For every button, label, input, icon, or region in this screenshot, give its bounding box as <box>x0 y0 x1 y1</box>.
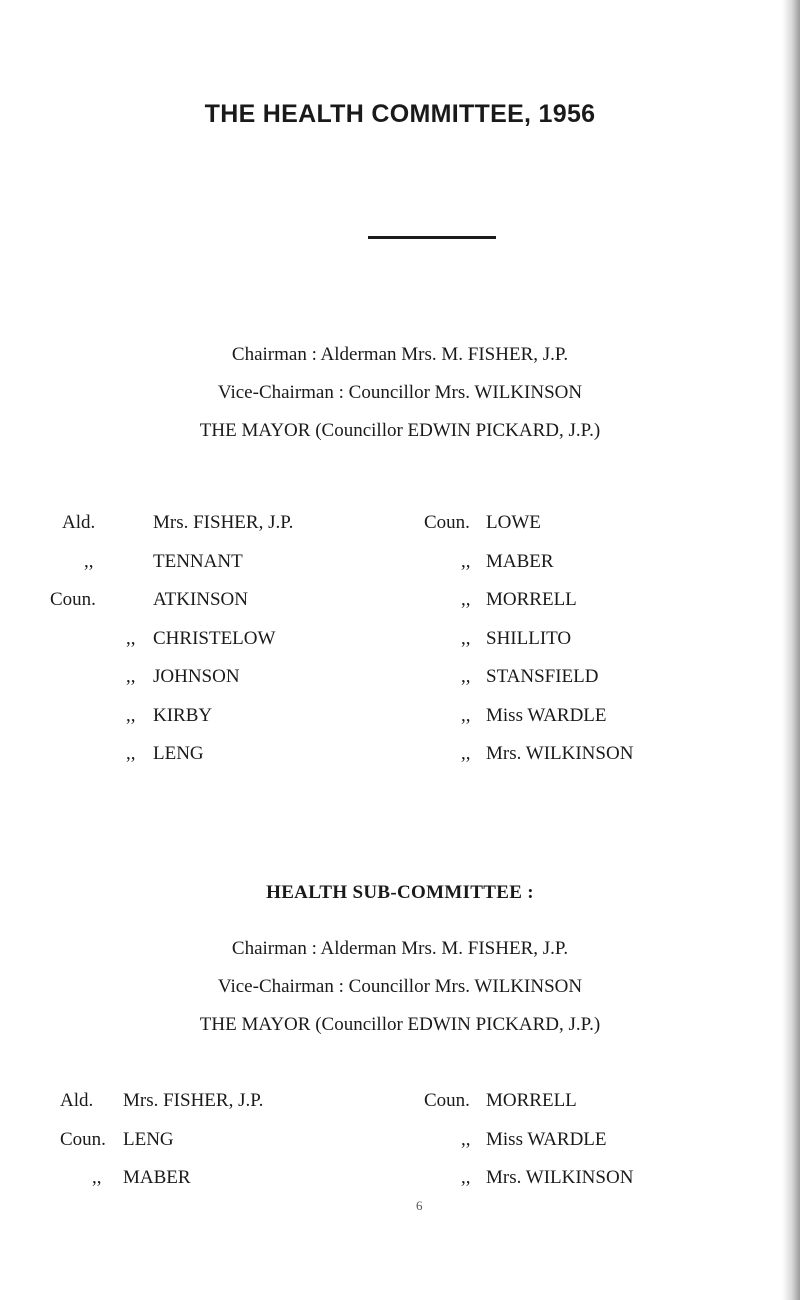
member-prefix-left: ,, <box>84 550 94 572</box>
member-name-left: KIRBY <box>153 704 213 726</box>
page-number: 6 <box>416 1198 423 1213</box>
member-row <box>0 512 800 551</box>
member-prefix-right: ,, <box>461 1128 471 1150</box>
member-prefix-left: ,, <box>126 627 136 649</box>
member-row <box>0 1090 800 1129</box>
subcommittee-mayor: THE MAYOR (Councillor EDWIN PICKARD, J.P.) <box>199 1014 601 1035</box>
member-name-left: Mrs. FISHER, J.P. <box>123 1090 264 1111</box>
subcommittee-title: HEALTH SUB-COMMITTEE : <box>266 882 534 903</box>
member-name-right: Mrs. WILKINSON <box>486 743 634 764</box>
member-name-right: Mrs. WILKINSON <box>486 1167 634 1188</box>
committee-chairman: Chairman : Alderman Mrs. M. FISHER, J.P. <box>231 344 569 365</box>
member-prefix-right: ,, <box>461 704 471 726</box>
member-row <box>0 743 800 782</box>
member-prefix-right: ,, <box>461 743 471 764</box>
member-row <box>0 551 800 590</box>
member-prefix-left: ,, <box>126 743 136 764</box>
member-prefix-right: ,, <box>461 666 471 687</box>
subcommittee-members <box>0 1090 800 1206</box>
member-prefix-left: Coun. <box>50 589 96 610</box>
member-name-right: MORRELL <box>486 1090 577 1111</box>
member-name-left: JOHNSON <box>153 666 240 687</box>
member-name-right: SHILLITO <box>486 627 572 649</box>
committee-vice-chairman: Vice-Chairman : Councillor Mrs. WILKINSON <box>217 382 583 403</box>
subcommittee-vice-chairman: Vice-Chairman : Councillor Mrs. WILKINSON <box>217 976 583 997</box>
member-prefix-right: ,, <box>461 1167 471 1188</box>
member-name-left: TENNANT <box>153 550 243 572</box>
member-row <box>0 628 800 667</box>
member-prefix-left: Ald. <box>60 1090 94 1111</box>
member-name-left: LENG <box>123 1128 174 1150</box>
member-row <box>0 666 800 705</box>
member-row <box>0 1167 800 1206</box>
member-row <box>0 1129 800 1168</box>
subcommittee-officers <box>0 930 800 1044</box>
member-prefix-left: ,, <box>92 1167 102 1188</box>
member-prefix-left: Coun. <box>60 1128 106 1150</box>
member-row <box>0 705 800 744</box>
member-name-left: MABER <box>123 1167 191 1188</box>
committee-mayor: THE MAYOR (Councillor EDWIN PICKARD, J.P.) <box>199 420 601 441</box>
member-prefix-right: ,, <box>461 589 471 610</box>
member-name-left: ATKINSON <box>153 589 248 610</box>
member-name-left: Mrs. FISHER, J.P. <box>153 512 294 533</box>
member-name-right: MORRELL <box>486 589 577 610</box>
member-prefix-left: Ald. <box>62 512 96 533</box>
member-row <box>0 589 800 628</box>
committee-members <box>0 512 800 782</box>
subcommittee-chairman: Chairman : Alderman Mrs. M. FISHER, J.P. <box>231 938 569 959</box>
committee-officers <box>0 336 800 450</box>
page-title: THE HEALTH COMMITTEE, 1956 <box>204 100 596 128</box>
member-prefix-right: Coun. <box>424 1090 470 1111</box>
member-name-left: CHRISTELOW <box>153 627 276 649</box>
title-divider <box>368 236 496 239</box>
member-prefix-left: ,, <box>126 666 136 687</box>
member-prefix-left: ,, <box>126 704 136 726</box>
member-prefix-right: ,, <box>461 550 471 572</box>
member-name-right: STANSFIELD <box>486 666 599 687</box>
member-name-right: MABER <box>486 550 554 572</box>
member-name-right: Miss WARDLE <box>486 704 607 726</box>
member-name-right: LOWE <box>486 512 541 533</box>
member-prefix-right: ,, <box>461 627 471 649</box>
member-name-left: LENG <box>153 743 204 764</box>
member-name-right: Miss WARDLE <box>486 1128 607 1150</box>
member-prefix-right: Coun. <box>424 512 470 533</box>
